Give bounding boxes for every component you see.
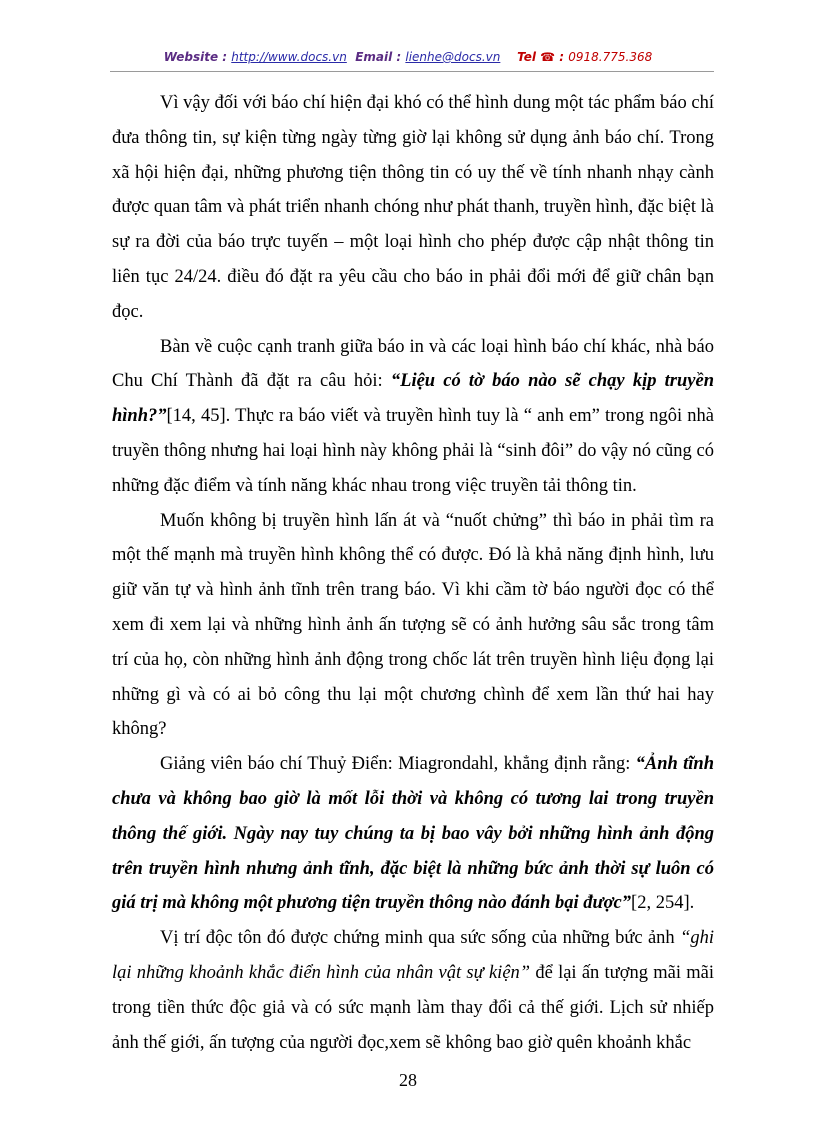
paragraph-5-text-a: Vị trí độc tôn đó được chứng minh qua sức sống của những bức ảnh <box>160 928 681 949</box>
tel-label: Tel ☎ : <box>517 50 569 64</box>
paragraph-2-text-c: [14, 45]. Thực ra báo viết và truyền hình tuy là “ anh em” trong ngôi nhà truyền thông nhưng hai loại hình này không phải là “sinh đôi” do vậy nó cũng có những đặc điểm và tính năng khác nhau trong việc truyền tải thông tin. <box>112 406 714 496</box>
quote-miagrondahl: “Ảnh tĩnh chưa và không bao giờ là mốt lỗi thời và không có tương lai trong truyền thông thế giới. Ngày nay tuy chúng ta bị bao vây bởi những hình ảnh động trên truyền hình nhưng ảnh tĩnh, đặc biệt là những bức ảnh thời sự luôn có giá trị mà không một phương tiện truyền thông nào đánh bại được” <box>112 754 714 914</box>
paragraph-2-text-a: Bàn về cuộc cạnh tranh giữa báo in và các loại hình báo chí khác, nhà báo Chu Chí Thành đã đặt ra câu hỏi: <box>112 336 714 392</box>
header-divider <box>110 71 714 72</box>
paragraph-3: Muốn không bị truyền hình lấn át và “nuốt chửng” thì báo in phải tìm ra một thế mạnh mà truyền hình không thể có được. Đó là khả năng định hình, lưu giữ văn tự và hình ảnh tĩnh trên trang báo. Vì khi cầm tờ báo người đọc có thể xem đi xem lại và những hình ảnh ấn tượng sẽ có ảnh hưởng sâu sắc trong tâm trí của họ, còn những hình ảnh động trong chốc lát trên truyền hình liệu đọng lại những gì và có ai bỏ công thu lại một chương chình để xem lần thứ hai hay không? <box>112 510 714 740</box>
paragraph-5 <box>112 921 714 1060</box>
email-label: Email : <box>355 50 406 64</box>
website-link[interactable]: http://www.docs.vn <box>231 50 347 64</box>
website-label: Website : <box>163 50 232 64</box>
paragraph-4-citation: [2, 254]. <box>631 893 695 914</box>
page-number: 28 <box>399 1070 417 1090</box>
email-link[interactable]: lienhe@docs.vn <box>405 50 501 64</box>
tel-number: 0918.775.368 <box>568 50 653 64</box>
quote-chu-chi-thanh: “Liệu có tờ báo nào sẽ chạy kịp truyền hình?” <box>112 371 714 427</box>
paragraph-4 <box>112 747 714 921</box>
paragraph-5-text-c: để lại ấn tượng mãi mãi trong tiền thức độc giả và có sức mạnh làm thay đổi cả thế giới. Lịch sử nhiếp ảnh thế giới, ấn tượng của người đọc,xem sẽ không bao giờ quên khoảnh khắc <box>112 962 714 1053</box>
paragraph-4-text-a: Giảng viên báo chí Thuỷ Điển: Miagrondahl, khẳng định rằng: <box>160 754 636 775</box>
paragraph-2 <box>112 330 714 504</box>
document-body <box>112 86 714 1060</box>
italic-phrase: “ghi lại những khoảnh khắc điển hình của nhân vật sự kiện” <box>112 928 714 983</box>
page-header <box>0 50 816 64</box>
paragraph-1: Vì vậy đối với báo chí hiện đại khó có thể hình dung một tác phẩm báo chí đưa thông tin, sự kiện từng ngày từng giờ lại không sử dụng ảnh báo chí. Trong xã hội hiện đại, những phương tiện thông tin có uy thế về tính nhanh nhạy cành được quan tâm và phát triển nhanh chóng như phát thanh, truyền hình, đặc biệt là sự ra đời của báo trực tuyến – một loại hình cho phép được cập nhật thông tin liên tục 24/24. điều đó đặt ra yêu cầu cho báo in phải đổi mới để giữ chân bạn đọc. <box>112 93 714 322</box>
